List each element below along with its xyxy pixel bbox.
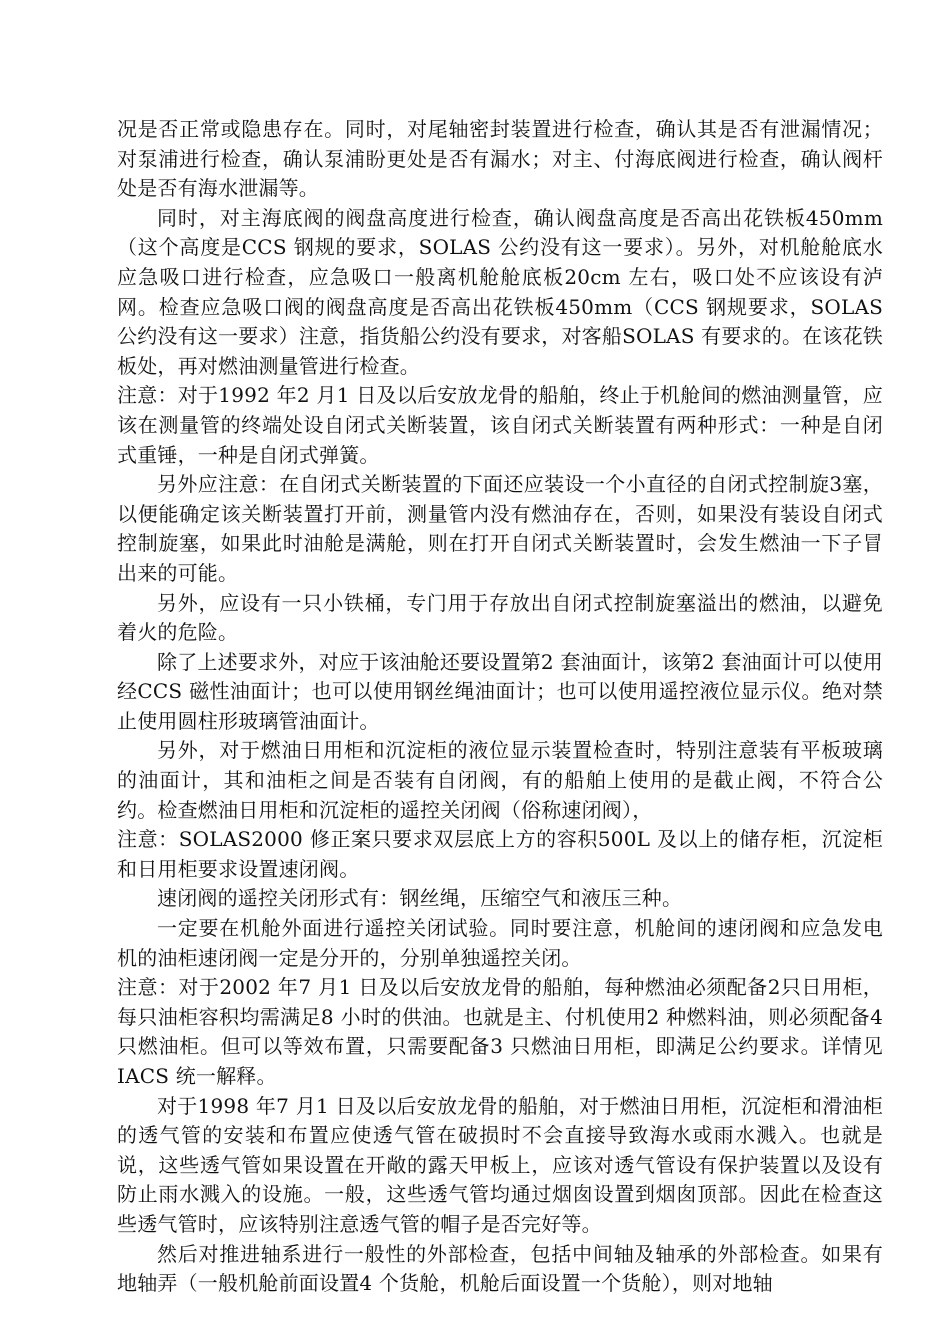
paragraph-1: 况是否正常或隐患存在。同时，对尾轴密封装置进行检查，确认其是否有泄漏情况；对泵浦进行检查，确认泵浦盼更处是否有漏水；对主、付海底阀进行检查，确认阀杆处是否有海水泄漏等。	[117, 117, 883, 201]
paragraph-9: 速闭阀的遥控关闭形式有：钢丝绳，压缩空气和液压三种。	[157, 886, 683, 911]
paragraph-12: 对于1998 年7 月1 日及以后安放龙骨的船舶，对于燃油日用柜，沉淀柜和滑油柜的透气管的安装和布置应使透气管在破损时不会直接导致海水或雨水溅入。也就是说，这些透气管如果设置在开敞的露天甲板上，应该对透气管设有保护装置以及设有防止雨水溅入的设施。一般，这些透气管均通过烟囱设置到烟囱顶部。因此在检查这些透气管时，应该特别注意透气管的帽子是否完好等。	[117, 1093, 883, 1236]
paragraph-7: 另外，对于燃油日用柜和沉淀柜的液位显示装置检查时，特别注意装有平板玻璃的油面计，其和油柜之间是否装有自闭阀，有的船舶上使用的是截止阀，不符合公约。检查燃油日用柜和沉淀柜的遥控关闭阀（俗称速闭阀），	[117, 738, 883, 822]
paragraph-5: 另外，应设有一只小铁桶，专门用于存放出自闭式控制旋塞溢出的燃油，以避免着火的危险。	[117, 590, 883, 645]
paragraph-6: 除了上述要求外，对应于该油舱还要设置第2 套油面计，该第2 套油面计可以使用经CCS 磁性油面计；也可以使用钢丝绳油面计；也可以使用遥控液位显示仪。绝对禁止使用圆柱形玻璃管油面计。	[117, 649, 883, 733]
paragraph-13: 然后对推进轴系进行一般性的外部检查，包括中间轴及轴承的外部检查。如果有地轴弄（一般机舱前面设置4 个货舱，机舱后面设置一个货舱），则对地轴	[117, 1241, 883, 1296]
paragraph-4: 另外应注意：在自闭式关断装置的下面还应装设一个小直径的自闭式控制旋3塞，以便能确定该关断装置打开前，测量管内没有燃油存在，否则，如果没有装设自闭式控制旋塞，如果此时油舱是满舱，则在打开自闭式关断装置时，会发生燃油一下子冒出来的可能。	[117, 472, 883, 585]
document-page	[117, 115, 883, 1299]
paragraph-3-note: 注意：对于1992 年2 月1 日及以后安放龙骨的船舶，终止于机舱间的燃油测量管，应该在测量管的终端处设自闭式关断装置，该自闭式关断装置有两种形式：一种是自闭式重锤，一种是自闭式弹簧。	[117, 383, 883, 467]
paragraph-8-note: 注意：SOLAS2000 修正案只要求双层底上方的容积500L 及以上的储存柜，沉淀柜和日用柜要求设置速闭阀。	[117, 827, 883, 881]
paragraph-11-note: 注意：对于2002 年7 月1 日及以后安放龙骨的船舶，每种燃油必须配备2只日用柜，每只油柜容积均需满足8 小时的供油。也就是主、付机使用2 种燃料油，则必须配备4 只燃油柜。但可以等效布置，只需要配备3 只燃油日用柜，即满足公约要求。详情见IACS 统一解释。	[117, 975, 883, 1088]
paragraph-2: 同时，对主海底阀的阀盘高度进行检查，确认阀盘高度是否高出花铁板450mm（这个高度是CCS 钢规的要求，SOLAS 公约没有这一要求）。另外，对机舱舱底水应急吸口进行检查，应急吸口一般离机舱舱底板20cm 左右，吸口处不应该设有泸网。检查应急吸口阀的阀盘高度是否高出花铁板450mm（CCS 钢规要求，SOLAS 公约没有这一要求）注意，指货船公约没有要求，对客船SOLAS 有要求的。在该花铁板处，再对燃油测量管进行检查。	[117, 205, 883, 378]
paragraph-10: 一定要在机舱外面进行遥控关闭试验。同时要注意，机舱间的速闭阀和应急发电机的油柜速闭阀一定是分开的，分别单独遥控关闭。	[117, 916, 883, 970]
